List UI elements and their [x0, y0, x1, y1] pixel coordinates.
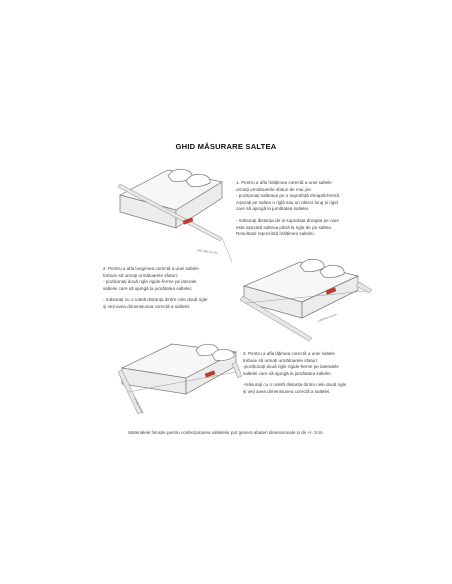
- step3-line-5: -măsurați cu o ruletă distanța dintre cele două rigle: [243, 382, 347, 388]
- step2-line-6: și veți avea dimensiunea corectă a saltelei.: [103, 303, 191, 309]
- step3-line-4: saltelei care să ajungă la jumătatea saltelei: [243, 370, 331, 376]
- svg-text:LUNGIME SALTEA: LUNGIME SALTEA: [317, 313, 338, 323]
- step1-line-7: este așezată salteua până la rigla de pe saltea.: [236, 224, 333, 230]
- step3-line-6: și veți avea dimensiunea corectă a saltelei.: [243, 388, 331, 394]
- step2-line-5: - măsurați cu o ruletă distanța dintre cele două rigle: [103, 297, 208, 303]
- footnote: Materialele folosite pentru confecționarea saltelelor pot genera abateri dimensionale și de +/- 2cm.: [128, 430, 324, 435]
- step2-line-3: - poziționați două rigle rigide-ferme pe laterale: [103, 279, 197, 285]
- step3-line-1: 3. Pentru a afla lățimea corectă a unei saltele: [243, 351, 335, 356]
- step2-line-1: 2. Pentru a afla lungimea corectă a unei saltele: [103, 266, 199, 271]
- step2-line-2: trebuie să urmați următoarele sfaturi:: [103, 272, 179, 278]
- step1-line-5: care să ajungă la jumătatea saltelei.: [236, 206, 310, 212]
- step1-line-2: urmați următoarele sfaturi de mai jos:: [236, 186, 312, 192]
- step3-text: [243, 351, 365, 396]
- svg-text:INĂLȚIME SALTEA: INĂLȚIME SALTEA: [196, 249, 218, 255]
- step1-line-6: - măsurați distanța de la suprafața dreapta pe care: [236, 217, 339, 223]
- step3-line-2: trebuie să urmați următoarele sfaturi:: [243, 357, 319, 363]
- step2-line-4: saltelei care să ajungă la jumătatea saltelei;: [103, 285, 192, 291]
- step1-line-1: 1. Pentru a afla înălțimea corectă a unei saltele: [236, 180, 332, 185]
- step3-line-3: -poziționați două rigle rigide-ferme pe lateralele: [243, 364, 339, 370]
- page-title: GHID MĂSURARE SALTEA: [175, 142, 277, 151]
- step1-line-8: Resultatul reprezintă înălțimea saltelei.: [236, 231, 315, 237]
- step1-line-4: Așezați pe saltea o riglă sau un obiect long și rigid: [236, 199, 338, 205]
- step1-line-3: - poziționați salteaua pe o suprafață dreaptă-fermă.: [236, 193, 341, 199]
- svg-text:LĂȚIME SALTEA: LĂȚIME SALTEA: [133, 397, 145, 415]
